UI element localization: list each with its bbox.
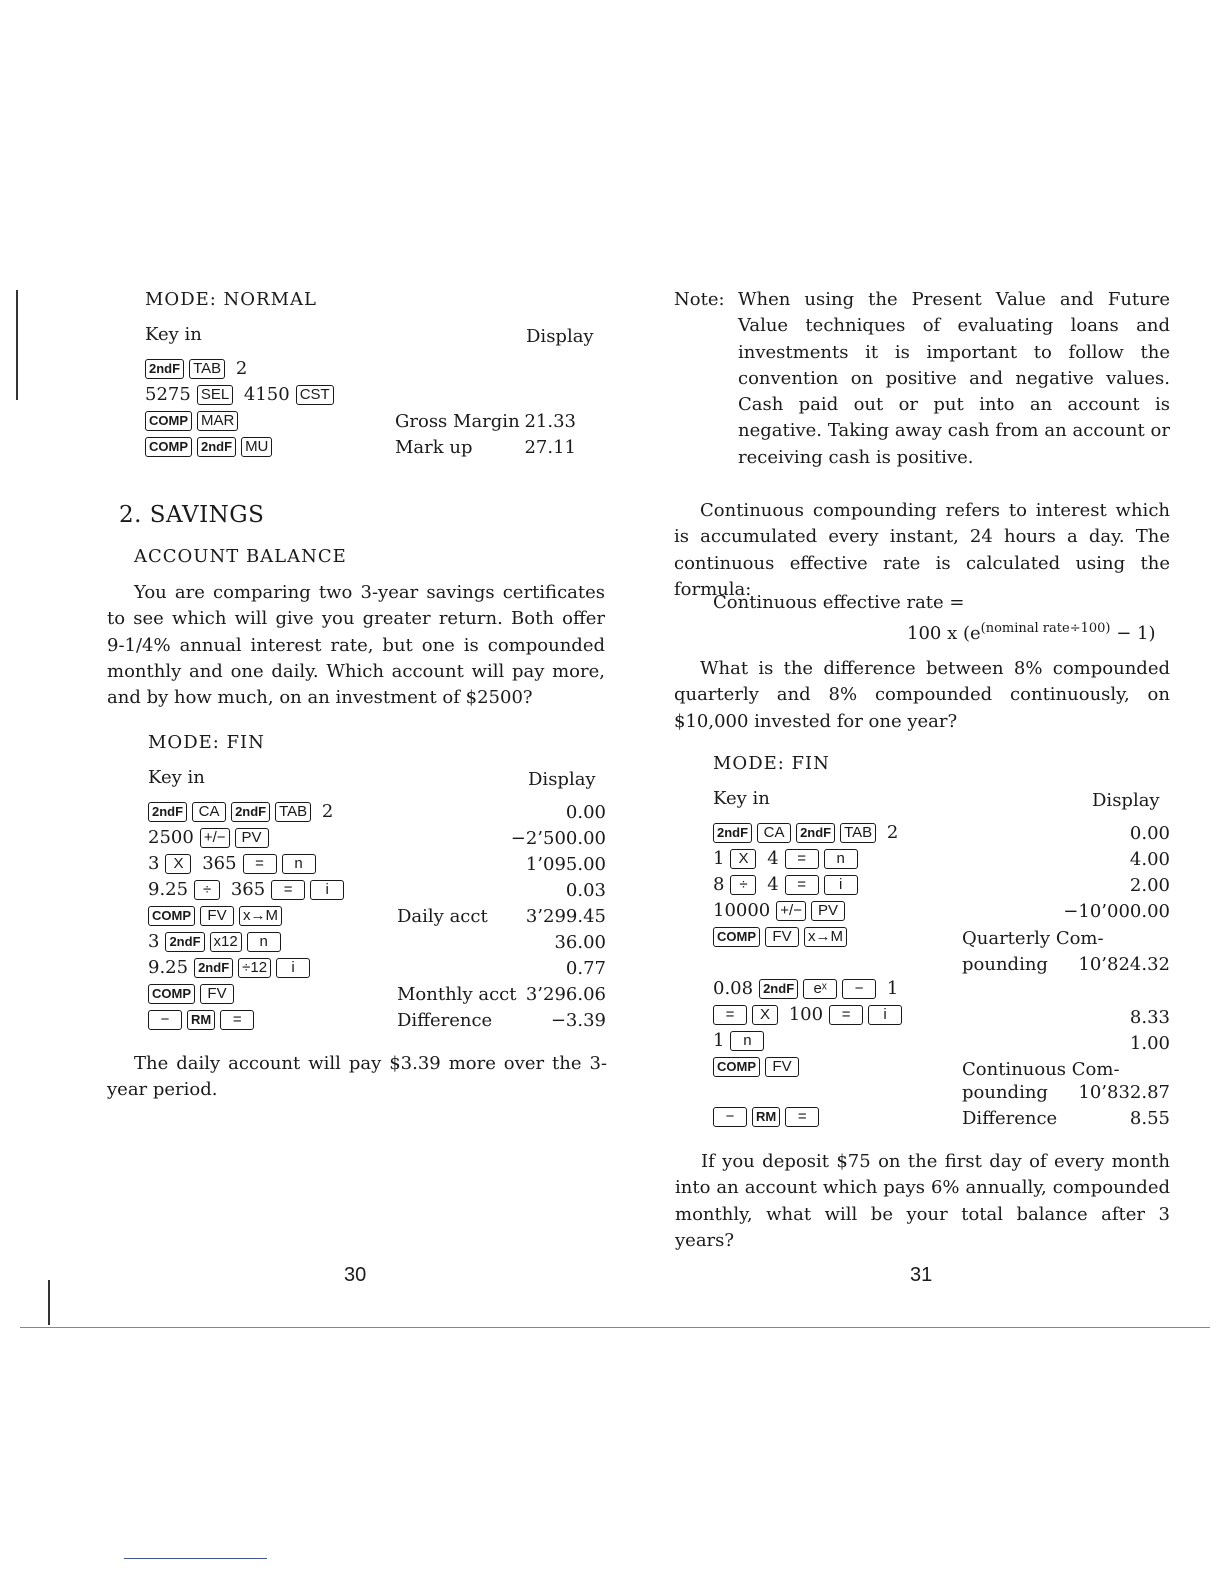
key-equals: = (271, 880, 305, 900)
key-times: X (752, 1005, 778, 1025)
key-in-header: Key in (145, 324, 202, 345)
display-header-fin: Display (528, 769, 596, 790)
key-value: 365 (230, 879, 266, 900)
key-minus: − (148, 1010, 182, 1030)
quarterly-label-1: Quarterly Com- (962, 928, 1104, 949)
section-heading-savings: 2. SAVINGS (119, 502, 265, 528)
note-text: When using the Present Value and Future Value techniques of evaluating loans and investments it is important to follow the convention on positive and negative values. Cash paid out or put into an account is negative. Taking away cash from an account or receiving cash is positive. (738, 289, 1170, 468)
right-row-2 (713, 846, 863, 872)
key-pv: PV (811, 901, 845, 921)
right-row-5 (713, 924, 852, 950)
key-fv: FV (200, 984, 234, 1004)
intro-paragraph: You are comparing two 3-year savings certificates to see which will give you greater return. Both offer 9-1/4% annual interest rate, but one is compounded monthly and one daily. Which account will pay more, and by how much, on an investment of $2500? (107, 582, 605, 709)
key-mar: MAR (197, 411, 238, 431)
fin-value-3: 1’095.00 (525, 854, 606, 875)
key-cst: CST (296, 385, 334, 405)
key-value: 2 (235, 358, 248, 379)
gross-margin-label: Gross Margin (395, 411, 520, 432)
key-times: X (730, 849, 756, 869)
key-i: i (868, 1005, 902, 1025)
fin-row-1 (148, 799, 333, 825)
key-fv: FV (200, 906, 234, 926)
formula-line-1: Continuous effective rate = (713, 592, 965, 613)
quarterly-label-2: pounding (962, 954, 1048, 975)
normal-row-3 (145, 408, 243, 434)
key-equals: = (785, 849, 819, 869)
key-rm: RM (752, 1107, 780, 1127)
fin-row-8 (148, 981, 239, 1007)
key-x-to-m: x→M (804, 927, 847, 947)
page-number-left: 30 (344, 1264, 367, 1286)
key-minus: − (842, 979, 876, 999)
key-value: 5275 (145, 384, 191, 405)
key-ca: CA (757, 823, 791, 843)
right-value-6: 8.33 (1129, 1007, 1170, 1028)
key-2ndf: 2ndF (145, 359, 184, 379)
fin-value-2: −2’500.00 (510, 828, 606, 849)
key-fv: FV (765, 927, 799, 947)
right-page (612, 0, 1224, 1584)
key-e-power-x: eˣ (803, 979, 837, 999)
difference-value-right: 8.55 (1129, 1108, 1170, 1129)
right-row-10 (713, 1104, 824, 1130)
key-2ndf: 2ndF (231, 802, 270, 822)
key-div12: ÷12 (238, 958, 271, 978)
mark-up-value: 27.11 (524, 437, 576, 458)
display-header: Display (526, 326, 594, 347)
key-comp: COMP (713, 1057, 760, 1077)
key-2ndf: 2ndF (165, 932, 204, 952)
continuous-intro: Continuous compounding refers to interest which is accumulated every instant, 24 hours a day. The continuous effective rate is calculated using the formula: (674, 500, 1170, 600)
normal-row-1 (145, 356, 247, 382)
key-value: 3 (148, 931, 160, 952)
key-minus: − (713, 1107, 747, 1127)
key-sign-change: +/− (200, 828, 230, 848)
difference-label: Difference (397, 1010, 493, 1031)
right-value-2: 4.00 (1129, 849, 1170, 870)
continuous-value: 10’832.87 (1078, 1082, 1170, 1103)
sub-heading-account-balance: ACCOUNT BALANCE (134, 546, 347, 567)
key-value: 365 (202, 853, 237, 874)
key-times: X (165, 854, 191, 874)
key-value: 0.08 (713, 978, 754, 999)
key-2ndf: 2ndF (796, 823, 835, 843)
mode-normal-label: MODE: NORMAL (145, 289, 317, 310)
key-value: 2500 (148, 827, 194, 848)
key-comp: COMP (145, 411, 192, 431)
key-n: n (247, 932, 281, 952)
note-label: Note: (674, 289, 725, 310)
key-value: 9.25 (148, 879, 189, 900)
fin-value-6: 36.00 (554, 932, 606, 953)
daily-acct-label: Daily acct (397, 906, 488, 927)
formula-line-2 (907, 616, 1155, 647)
key-i: i (310, 880, 344, 900)
key-sign-change: +/− (776, 901, 806, 921)
key-pv: PV (235, 828, 269, 848)
key-comp: COMP (148, 984, 195, 1004)
right-value-4: −10’000.00 (1063, 901, 1170, 922)
key-2ndf: 2ndF (197, 437, 236, 457)
fin-value-7: 0.77 (565, 958, 606, 979)
key-in-header-fin: Key in (148, 767, 205, 788)
key-divide: ÷ (194, 880, 220, 900)
key-sel: SEL (197, 385, 233, 405)
continuous-label-1: Continuous Com- (962, 1059, 1120, 1080)
normal-row-4 (145, 434, 277, 460)
key-value: 3 (148, 853, 160, 874)
continuous-label-2: pounding (962, 1082, 1048, 1103)
question-paragraph: What is the difference between 8% compounded quarterly and 8% compounded continuously, on $10,000 invested for one year? (674, 658, 1170, 732)
key-value: 2 (886, 822, 899, 843)
key-i: i (824, 875, 858, 895)
conclusion-paragraph: The daily account will pay $3.39 more over the 3-year period. (107, 1053, 607, 1101)
key-value: 100 (788, 1004, 824, 1025)
key-mu: MU (241, 437, 272, 457)
key-i: i (276, 958, 310, 978)
key-equals: = (220, 1010, 254, 1030)
fin-value-8: 3’296.06 (525, 984, 606, 1005)
right-row-9 (713, 1054, 804, 1080)
key-rm: RM (187, 1010, 215, 1030)
formula-prefix: 100 x (e (907, 623, 981, 644)
fin-value-4: 0.03 (565, 880, 606, 901)
right-row-6 (713, 976, 898, 1002)
key-tab: TAB (189, 359, 225, 379)
key-equals: = (785, 875, 819, 895)
key-value: 1 (713, 1030, 725, 1051)
right-row-3 (713, 872, 863, 898)
key-value: 8 (713, 874, 725, 895)
fin-row-4 (148, 877, 349, 903)
right-row-7 (713, 1002, 907, 1028)
monthly-acct-label: Monthly acct (397, 984, 517, 1005)
right-row-4 (713, 898, 850, 924)
fin-row-9 (148, 1007, 259, 1033)
key-comp: COMP (145, 437, 192, 457)
quarterly-value: 10’824.32 (1078, 954, 1170, 975)
key-equals: = (243, 854, 277, 874)
key-value: 2 (321, 801, 334, 822)
key-value: 4 (767, 874, 779, 895)
key-x12: x12 (210, 932, 242, 952)
key-in-header-right: Key in (713, 788, 770, 809)
page-number-right: 31 (910, 1264, 933, 1286)
key-x-to-m: x→M (239, 906, 282, 926)
key-tab: TAB (840, 823, 876, 843)
key-ca: CA (192, 802, 226, 822)
key-comp: COMP (148, 906, 195, 926)
fin-row-5 (148, 903, 287, 929)
key-equals: = (785, 1107, 819, 1127)
deposit-question: If you deposit $75 on the first day of every month into an account which pays 6% annually, compounded monthly, what will be your total balance after 3 years? (675, 1151, 1170, 1251)
key-value: 1 (886, 978, 899, 999)
key-value: 1 (713, 848, 725, 869)
right-row-1 (713, 820, 898, 846)
key-fv: FV (765, 1057, 799, 1077)
key-2ndf: 2ndF (713, 823, 752, 843)
fin-row-3 (148, 851, 321, 877)
key-value: 10000 (713, 900, 771, 921)
key-n: n (824, 849, 858, 869)
mode-fin-label: MODE: FIN (148, 732, 265, 753)
key-2ndf: 2ndF (148, 802, 187, 822)
mark-up-label: Mark up (395, 437, 473, 458)
right-value-1: 0.00 (1129, 823, 1170, 844)
key-comp: COMP (713, 927, 760, 947)
fin-row-7 (148, 955, 315, 981)
key-equals: = (713, 1005, 747, 1025)
fin-value-5: 3’299.45 (525, 906, 606, 927)
key-n: n (282, 854, 316, 874)
key-n: n (730, 1031, 764, 1051)
key-value: 9.25 (148, 957, 189, 978)
normal-row-2 (145, 382, 339, 408)
right-value-3: 2.00 (1129, 875, 1170, 896)
gross-margin-value: 21.33 (524, 411, 576, 432)
formula-suffix: − 1) (1110, 623, 1156, 644)
mode-fin-label-right: MODE: FIN (713, 753, 830, 774)
key-tab: TAB (275, 802, 311, 822)
right-row-8 (713, 1028, 769, 1054)
fin-row-2 (148, 825, 274, 851)
key-value: 4 (767, 848, 779, 869)
key-2ndf: 2ndF (194, 958, 233, 978)
display-header-right: Display (1092, 790, 1160, 811)
fin-value-1: 0.00 (565, 802, 606, 823)
fin-value-9: −3.39 (550, 1010, 606, 1031)
key-value: 4150 (243, 384, 290, 405)
key-divide: ÷ (730, 875, 756, 895)
difference-label-right: Difference (962, 1108, 1058, 1129)
right-value-7: 1.00 (1129, 1033, 1170, 1054)
formula-exponent: (nominal rate÷100) (980, 621, 1111, 636)
key-2ndf: 2ndF (759, 979, 798, 999)
key-equals: = (829, 1005, 863, 1025)
fin-row-6 (148, 929, 286, 955)
